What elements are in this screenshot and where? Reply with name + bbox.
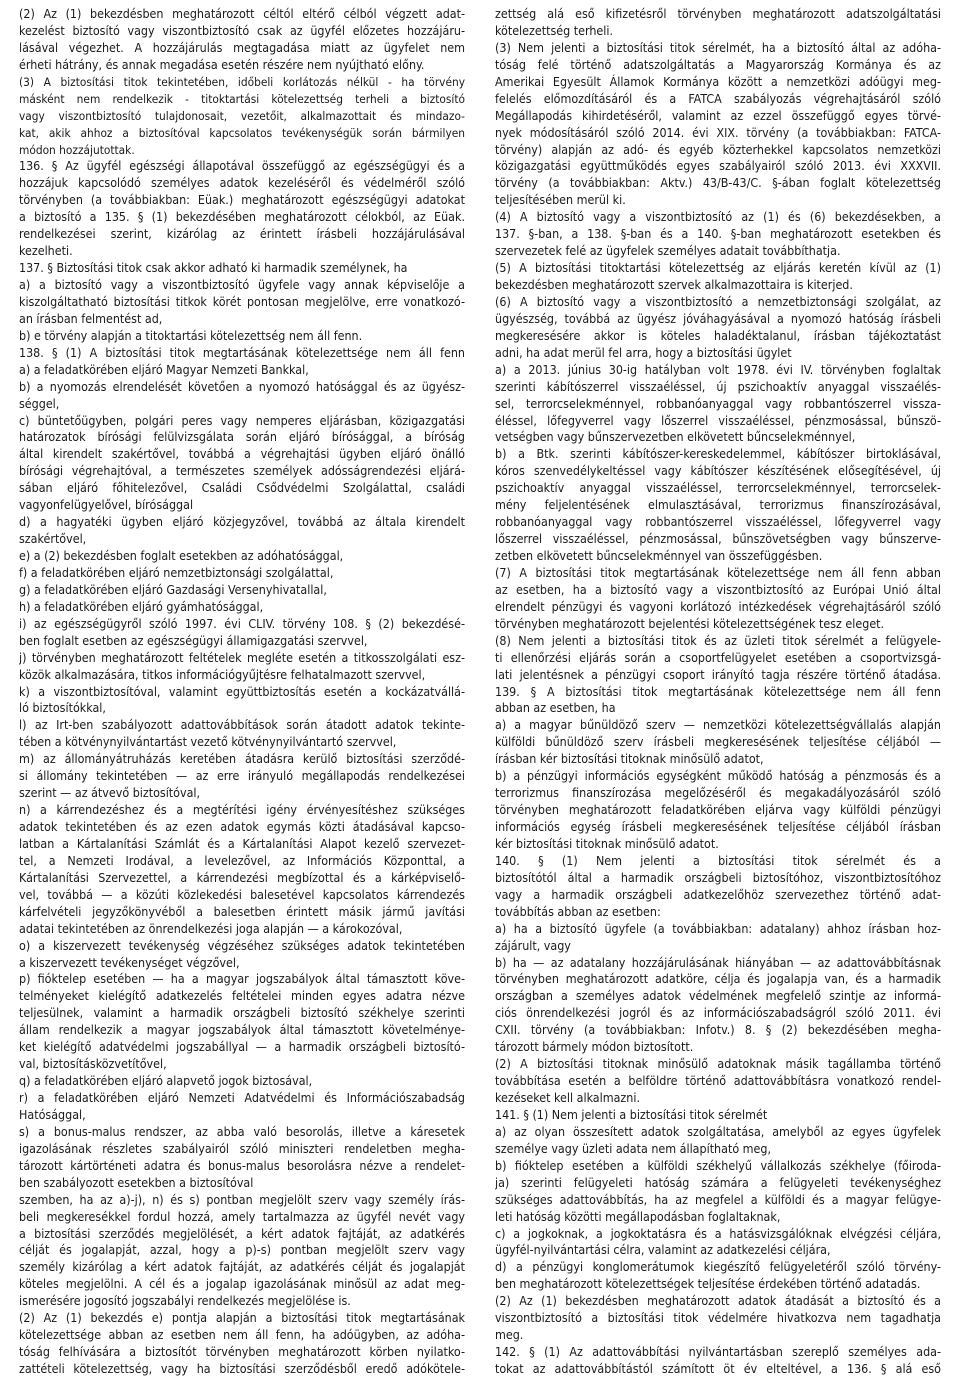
text-line: Hatósággal,: [19, 1106, 86, 1122]
text-line: köteles megjelölni. A cél és a jogalap igazolásának minősül az adat meg-: [19, 1276, 465, 1292]
text-line: ciós önrendelkezési jogról és az információszabadságról szóló 2011. évi: [495, 1005, 941, 1021]
text-line: törvény (a továbbiakban: Aktv.) 43/B-43/C. §-ában foglalt kötelezettség: [495, 175, 941, 191]
text-line: a) a biztosító vagy a viszontbiztosító ügyfele vagy annak képviselője a: [19, 277, 465, 292]
text-line: 142. § (1) Az adattovábbítási nyilvántartásban szereplő személyes ada-: [495, 1344, 941, 1360]
text-line: továbbítás abban az esetben:: [495, 903, 661, 919]
text-line: személy kizárólag a kért adatok fajtáját, az adatkérés célját és jogalapját: [19, 1259, 465, 1275]
text-line: ügyészség, továbbá az ügyész jóváhagyásával a nyomozó hatóság írásbeli: [495, 310, 941, 326]
text-line: Megállapodás kihirdetéséről, valamint az ezzel összefüggő egyes törvé-: [495, 107, 941, 123]
text-line: vetségben vagy bűnszervezetben elkövetett bűncselekménnyel,: [495, 429, 856, 445]
text-line: j) törvényben meghatározott feltételek megléte esetén a titkosszolgálati esz-: [19, 649, 465, 665]
right-column: [495, 6, 941, 1378]
text-line: kezelést biztosító vagy viszontbiztosító csak az ügyfél előzetes hozzájáru-: [19, 22, 465, 38]
text-line: viszontbiztosító a biztosítási titok védelmére hivatkozva nem tagadhatja: [495, 1310, 941, 1326]
text-line: ló biztosítókkal,: [19, 700, 106, 716]
text-line: elrendelt pénzügyi és vagyoni korlátozó intézkedések végrehajtásáról szóló: [495, 598, 941, 614]
text-line: lásával végezhet. A hozzájárulás megtagadása miatt az ügyfelet nem: [19, 39, 465, 55]
text-line: tározott kártörténeti adatra és bonus-malus besorolásra nézve a rendelet-: [19, 1157, 465, 1173]
text-line: szükséges adattovábbítás, ha az megfelel a külföldi és a magyar felügye-: [495, 1191, 941, 1207]
text-line: vagyonfelügyelővel, bírósággal: [19, 497, 194, 513]
text-line: a biztosító a 135. § (1) bekezdésében meghatározott célokból, az Eüak.: [19, 209, 465, 225]
text-line: teljesülnek, valamint a harmadik országbeli biztosító székhelye szerinti: [19, 1005, 465, 1021]
text-line: ben meghatározott kötelezettségek teljesítése érdekében történő adatadás.: [495, 1276, 921, 1292]
text-line: Kártalanítási Szervezettel, a kárrendezési megbízottal és a kárképviselő-: [19, 869, 465, 885]
text-line: telményeket kielégítő adatkezelés feltételei minden egyes adatra nézve: [19, 988, 465, 1004]
text-line: zetben elkövetett bűncselekménnyel van összefüggésben.: [495, 548, 823, 563]
text-line: 136. § Az ügyfél egészségi állapotával összefüggő az egészségügyi és a: [19, 158, 465, 174]
text-line: törvény) alapján az adó- és egyéb közterhekkel kapcsolatos nemzetközi: [495, 141, 941, 157]
text-line: vagy a harmadik országbeli adatkezelőhöz szervezethez történő adat-: [495, 886, 941, 902]
text-line: ügyfél-nyilvántartási célra, valamint az adatkezelési céljára,: [495, 1242, 831, 1258]
text-line: kat, akik ahhoz a biztosítóval kapcsolatos tevékenységük során bármilyen: [19, 125, 465, 140]
text-line: vagy viszontbiztosító tulajdonosait, vezetőit, alkalmazottait és mindazo-: [19, 108, 465, 123]
text-line: a) ha a biztosító ügyfele (a továbbiakban: adatalany) ahhoz írásban hoz-: [495, 920, 941, 936]
text-line: törvényben meghatározott feladatkörében eljárva vagy külföldi pénzügyi: [495, 802, 941, 818]
text-line: szerinti kábítószerrel visszaéléssel, új pszichoaktív anyaggal visszaélés-: [495, 378, 941, 394]
text-line: adatai tekintetében az önrendelkezési joga alapján — a károkozóval,: [19, 920, 403, 936]
text-line: kötelezettsége abban az esetben nem áll fenn, ha adóügyben, az adóha-: [19, 1327, 465, 1343]
text-line: d) a hagyatéki ügyben eljáró közjegyzővel, továbbá az általa kirendelt: [19, 514, 465, 530]
text-line: ismerésére jogosító jogszabályi rendelkezés megjelölése is.: [19, 1293, 351, 1309]
text-line: tokat az adattovábbítástól számított öt év elteltével, a 136. § alá eső: [495, 1361, 941, 1376]
text-line: kóros szenvedélykeltéssel vagy kábítószer készítésének elősegítésével, új: [495, 463, 941, 479]
text-line: ben foglalt esetben az egészségügyi államigazgatási szervvel,: [19, 632, 368, 648]
text-line: (7) A biztosítási titok megtartásának kötelezettsége nem áll fenn abban: [495, 564, 941, 580]
text-line: CXII. törvény (a továbbiakban: Infotv.) 8. § (2) bekezdésében megha-: [495, 1022, 941, 1038]
text-line: továbbítása esetén a belföldre történő adattovábbításra vonatkozó rendel-: [495, 1073, 941, 1089]
text-line: állam rendelkezik a magyar jogszabályok által támasztott követelménye-: [19, 1022, 465, 1038]
text-line: közigazgatási együttműködés egyes szabályairól szóló 2013. évi XXXVII.: [495, 158, 941, 174]
text-line: kárfelvételi jegyzőkönyvéből a balesetben érintett másik jármű javítási: [19, 903, 465, 919]
text-line: által kirendelt szakértővel, továbbá a végrehajtási ügyben eljáró önálló: [19, 446, 465, 462]
text-line: a) a magyar bűnüldöző szerv — nemzetközi kötelezettségvállalás alapján: [495, 717, 941, 733]
text-line: b) e törvény alapján a titoktartási kötelezettség nem áll fenn.: [19, 327, 363, 343]
text-line: val, biztosításközvetítővel,: [19, 1056, 167, 1072]
text-line: leti hatóság közötti megállapodásban foglaltaknak,: [495, 1208, 781, 1224]
text-line: tében a kötvénynyilvántartást vezető kötvénynyilvántartó szervvel,: [19, 734, 397, 750]
text-line: meg.: [495, 1327, 524, 1343]
text-line: tóság felé történő adatszolgáltatás a Magyarország Kormánya és az: [495, 56, 941, 72]
text-line: si állomány tekintetében — az erre irányuló megállapodás rendelkezései: [19, 768, 465, 784]
text-line: bírósági végrehajtóval, a természetes személyek adósságrendezési eljárá-: [19, 463, 465, 479]
text-line: c) büntetőügyben, polgári peres vagy nemperes eljárásban, közigazgatási: [19, 412, 465, 428]
text-line: törvényben meghatározott bejelentési kötelezettségének tesz eleget.: [495, 615, 885, 631]
text-line: a) az olyan összesített adatok szolgáltatása, amelyből az egyes ügyfelek: [495, 1123, 941, 1139]
text-line: éléssel, lőfegyverrel vagy lőszerrel visszaéléssel, pénzmosással, bűnszö-: [495, 412, 941, 428]
text-line: d) a pénzügyi konglomerátumok kiegészítő felügyeletéről szóló törvény-: [495, 1259, 941, 1275]
text-line: szerint — az átvevő biztosítóval,: [19, 785, 201, 801]
text-line: ket kielégítő adatvédelmi jogszabállyal — a harmadik országbeli biztosító-: [19, 1039, 465, 1055]
text-line: teljesítésében merül ki.: [495, 192, 626, 208]
text-line: k) a viszontbiztosítóval, valamint együttbiztosítás esetén a kockázatvállá-: [19, 683, 465, 699]
text-line: másként nem rendelkezik - titoktartási kötelezettség terheli a biztosító: [19, 91, 465, 106]
text-line: bekezdésben meghatározott szervek alkalmazottaira is kiterjed.: [495, 277, 853, 292]
text-line: hozzájuk kapcsolódó személyes adatok kezeléséről és védelméről szóló: [19, 175, 465, 191]
text-line: adatok tekintetében és az ezen adatok egymás közti átadásával kapcso-: [19, 819, 465, 834]
text-line: b) a Btk. szerinti kábítószer-kereskedelemmel, kábítószer birtoklásával,: [495, 446, 941, 462]
text-line: Amerikai Egyesült Államok Kormánya között a nemzetközi adóügyi meg-: [495, 73, 941, 89]
text-line: rendelkezései szerint, kizárólag az érintett írásbeli hozzájárulásával: [19, 226, 465, 242]
text-line: l) az Irt-ben szabályozott adattovábbítások során átadott adatok tekinte-: [19, 717, 465, 733]
text-line: tóság felhívására a biztosítót törvényben meghatározott körben nyilatko-: [19, 1344, 465, 1360]
text-line: c) a jogkoknak, a jogkoktatásra és a hatásvizsgálóknak elvégzési céljára,: [495, 1225, 941, 1241]
text-line: b) a pénzügyi információs egységként működő hatóság a pénzmosás és a: [495, 768, 941, 784]
text-line: g) a feladatkörében eljáró Gazdasági Versenyhivatallal,: [19, 581, 327, 597]
text-line: a) a feladatkörében eljáró Magyar Nemzeti Bankkal,: [19, 361, 309, 377]
text-line: adni, ha adat merül fel arra, hogy a biztosítási ügylet: [495, 344, 792, 360]
text-line: biztosítótól által a harmadik országbeli biztosítóhoz, viszontbiztosítóhoz: [495, 869, 941, 885]
text-line: o) a kiszervezett tevékenység végzéséhez szükséges adatok tekintetében: [19, 937, 465, 953]
text-line: (8) Nem jelenti a biztosítási titok és az üzleti titok sérelmét a felügyele-: [495, 632, 941, 648]
text-line: a kiszervezett tevékenységet végzővel,: [19, 954, 240, 970]
text-line: b) fióktelep esetében a külföldi székhelyű vállalkozás székhelye (főiroda-: [495, 1157, 941, 1173]
text-line: zájárult, vagy: [495, 937, 571, 953]
text-line: igazolásának részletes szabályairól szóló miniszteri rendeletben megha-: [19, 1140, 465, 1156]
text-line: nyek módosításáról szóló 2014. évi XIX. törvény (a továbbiakban: FATCA-: [495, 124, 941, 140]
text-line: n) a kárrendezéshez és a megtérítési igény érvényesítéshez szükséges: [19, 802, 465, 818]
text-line: (2) Az (1) bekezdés e) pontja alapján a biztosítási titok megtartásának: [19, 1310, 465, 1326]
text-line: s) a bonus-malus rendszer, az abba való besorolás, illetve a káresetek: [19, 1123, 465, 1139]
text-line: (2) Az (1) bekezdésben meghatározott adatok átadását a biztosító és a: [495, 1293, 941, 1309]
text-line: terrorizmus finanszírozása megelőzéséről és megakadályozásáról szóló: [495, 785, 941, 801]
text-line: tározott bármely módon biztosított.: [495, 1039, 694, 1055]
text-line: országban a személyes adatok védelmének megfelelő szintje az informá-: [495, 988, 941, 1004]
text-line: vel, továbbá — a közúti közlekedési balesetével kapcsolatos kárrendezés: [19, 886, 465, 902]
text-line: h) a feladatkörében eljáró gyámhatósággal,: [19, 598, 264, 614]
text-line: p) fióktelep esetében — ha a magyar jogszabályok által támasztott köve-: [19, 971, 465, 987]
text-line: szemben, ha az a)-j), n) és s) pontban megjelölt szerv vagy személy írás-: [19, 1191, 465, 1207]
text-line: an írásban felmentést ad,: [19, 310, 163, 326]
text-line: zattételi kötelezettség, vagy ha biztosítási szerződésből eredő adókötele-: [19, 1361, 465, 1376]
text-line: lőszerrel visszaéléssel, pénzmosással, bűnszövetségben vagy bűnszerve-: [495, 531, 941, 547]
text-line: megkeresésére akkor is köteles haladéktalanul, írásban tájékoztatást: [495, 327, 941, 343]
text-line: 140. § (1) Nem jelenti a biztosítási titok sérelmét és a: [495, 852, 941, 868]
text-line: f) a feladatkörében eljáró nemzetbiztonsági szolgálattal,: [19, 564, 334, 580]
text-line: (6) A biztosító vagy a viszontbiztosító a nemzetbiztonsági szolgálat, az: [495, 293, 941, 309]
text-line: 141. § (1) Nem jelenti a biztosítási titok sérelmét: [495, 1106, 768, 1122]
text-line: célját és jogalapját, azzal, hogy a p)-s) pontban megjelölt szerv vagy: [19, 1242, 465, 1258]
text-line: (3) A biztosítási titok tekintetében, időbeli korlátozás nélkül - ha törvény: [19, 74, 465, 89]
text-line: 139. § A biztosítási titok megtartásának kötelezettsége nem áll fenn: [495, 683, 941, 699]
text-line: abban az esetben, ha: [495, 700, 616, 716]
text-line: beli megkeresékkel fordul hozzá, amely tartalmazza az ügyfél nevét vagy: [19, 1208, 465, 1224]
text-line: sában eljáró főhitelezővel, Családi Csődvédelmi Szolgálattal, családi: [19, 480, 465, 496]
text-line: latban a Kártalanítási Számlát és a Kártalanítási Alapot kezelő szervezet-: [19, 835, 465, 851]
text-line: információs egység írásbeli megkeresésének teljesítése céljából írásban: [495, 819, 941, 834]
text-line: kötelezettség terheli.: [495, 22, 614, 38]
text-line: (2) Az (1) bekezdésben meghatározott céltól eltérő célból végzett adat-: [19, 6, 465, 21]
text-line: ti ellenőrzési eljárás során a csoportfelügyelet esetében a csoportvizsgá-: [495, 649, 941, 665]
text-line: külföldi bűnüldöző szerv írásbeli megkeresésének teljesítése céljából —: [495, 734, 941, 750]
text-line: (3) Nem jelenti a biztosítási titok sérelmét, ha a biztosító által az adóha-: [495, 39, 941, 55]
text-line: szakértővel,: [19, 531, 87, 547]
text-line: e) a (2) bekezdésben foglalt esetekben az adóhatósággal,: [19, 548, 344, 563]
text-line: q) a feladatkörében eljáró alapvető jogok biztosával,: [19, 1073, 313, 1089]
text-line: törvényben meghatározott adatköre, célja és jogalapja van, és a harmadik: [495, 971, 941, 987]
text-line: b) a nyomozás elrendelését követően a nyomozó hatósággal és az ügyész-: [19, 378, 465, 394]
text-line: a biztosítási szerződés megjelölését, a kért adatok fajtáját, az adatkérés: [19, 1225, 465, 1241]
text-line: tel, a Nemzeti Irodával, a levelezővel, az Információs Központtal, a: [19, 852, 465, 868]
text-line: kér biztosítási titoknak minősülő adatot.: [495, 835, 719, 851]
text-line: (4) A biztosító vagy a viszontbiztosító az (1) és (6) bekezdésekben, a: [495, 209, 941, 225]
text-line: törvényben (a továbbiakban: Eüak.) meghatározott egészségügyi adatokat: [19, 192, 465, 208]
text-line: b) ha — az adatalany hozzájárulásának hiányában — az adattovábbításnak: [495, 954, 941, 970]
text-line: i) az egészségügyről szóló 1997. évi CLIV. törvény 108. § (2) bekezdésé-: [19, 615, 465, 631]
text-line: a) a 2013. június 30-ig hatályban volt 1978. évi IV. törvényben foglaltak: [495, 361, 941, 377]
text-line: ja) szerinti felügyeleti hatóság számára a felügyeleti tevékenységhez: [495, 1174, 941, 1190]
text-line: mény feljelentésének elmulasztásával, terrorizmus finanszírozásával,: [495, 497, 941, 513]
text-line: érheti hátrány, és annak megadása esetén részére nem nyújtható előny.: [19, 56, 425, 72]
text-line: robbanóanyaggal vagy robbantószerrel visszaéléssel, lőfegyverrel vagy: [495, 514, 941, 530]
text-line: határozatok bírósági felülvizsgálata során eljáró bírósággal, a bíróság: [19, 429, 465, 445]
text-line: kezéseket kell alkalmazni.: [495, 1090, 640, 1105]
text-line: közök alkalmazására, titkos információgyűjtésre felhatalmazott szervvel,: [19, 666, 426, 682]
text-line: r) a feladatkörében eljáró Nemzeti Adatvédelmi és Információszabadság: [19, 1090, 465, 1105]
text-line: sel, terrorcselekménnyel, robbanóanyaggal vagy robbantószerrel vissza-: [495, 395, 941, 411]
text-line: az esetben, ha a biztosító vagy a viszontbiztosító az Európai Unió által: [495, 581, 941, 597]
text-line: felelés előmozdításáról és a FATCA szabályozás végrehajtásáról szóló: [495, 90, 941, 106]
text-line: 137. §-ban, a 138. §-ban és a 140. §-ban meghatározott esetekben és: [495, 226, 941, 242]
text-line: zettség alá eső kifizetésről törvényben meghatározott adatszolgáltatási: [495, 6, 941, 21]
text-line: lati jelentésnek a pénzügyi csoport irányító tagja részére történő átadása.: [495, 666, 941, 682]
text-line: ben szabályozott esetekben a biztosítóval: [19, 1174, 254, 1190]
text-line: módon hozzájutottak.: [19, 142, 135, 157]
text-line: m) az állományátruházás keretében átadásra kerülő biztosítási szerződé-: [19, 751, 465, 767]
text-line: 138. § (1) A biztosítási titok megtartásának kötelezettsége nem áll fenn: [19, 344, 465, 360]
text-line: (5) A biztosítási titoktartási kötelezettség az eljárás keretén kívül az (1): [495, 260, 941, 276]
text-line: írásban kér biztosítási titoknak minősülő adatot,: [495, 751, 764, 767]
text-line: szervezetek felé az ügyfelek személyes adatait továbbíthatja.: [495, 243, 841, 259]
text-line: 137. § Biztosítási titok csak akkor adható ki harmadik személynek, ha: [19, 260, 408, 276]
text-line: séggel,: [19, 395, 60, 411]
text-line: kezelheti.: [19, 243, 73, 259]
text-line: személye vagy üzleti adata nem állapítható meg,: [495, 1140, 772, 1156]
text-line: kiszolgáltatható biztosítási titkok körét pontosan megjelölve, erre vonatkozó-: [19, 293, 465, 309]
text-line: (2) A biztosítási titoknak minősülő adatoknak másik tagállamba történő: [495, 1056, 941, 1072]
left-column: [19, 6, 465, 1378]
text-line: pszichoaktív anyaggal visszaéléssel, terrorcselekménnyel, terrorcselek-: [495, 480, 941, 496]
